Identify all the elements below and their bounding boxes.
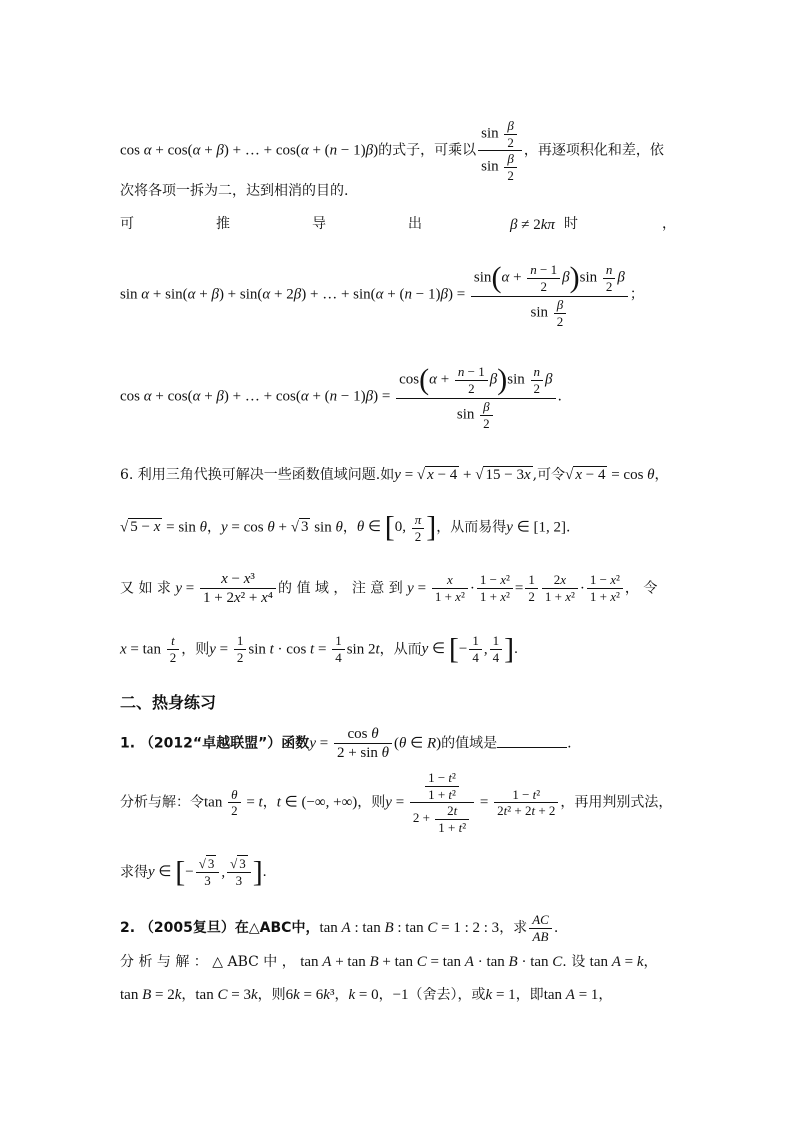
text-line: √ 5 − x = sin θ，y = cos θ + √ 3 sin θ，θ ∈ [0, $\frac{\pi}{2}$ ]，从而易得y ∈ [1, 2]. (120, 511, 571, 544)
section-heading: 二、热身练习 (120, 693, 217, 712)
fraction: sin $\frac{\beta}{2}$ sin $\frac{\beta}{2}$ (478, 118, 522, 183)
text-line: 次将各项一拆为二，达到相消的目的. (120, 183, 349, 199)
formula-line: sin α + sin(α + β) + sin(α + 2β) + … + sin(α + (n − 1)β) = sin(α + $\frac{n - 1}{2}$ β)sin $\frac{n}{2}$ β sin $\frac{\beta}{2}$ ； (120, 261, 644, 329)
text-line: cos α + cos(α + β) + … + cos(α + (n − 1)β)的式子，可乘以 sin $\frac{\beta}{2}$ sin $\frac{\beta}{2}$ ，再逐项积化和差，依 (120, 118, 664, 183)
text-line: 求得y ∈ [− $\frac{√ 3}{3}$ , $\frac{√ 3}{3}$ ]. (120, 856, 267, 889)
text-line: 6. 利用三角代换可解决一些函数值域问题.如y = √ x − 4 + √ 15 − 3x ,可令√ x − 4 = cos θ， (120, 467, 669, 483)
text-line: x = tan $\frac{t}{2}$ ，则y = $\frac{1}{2}$ sin t · cos t = $\frac{1}{4}$ sin 2t，从而y ∈ [− $\frac{1}{4}$ , $\frac{1}{4}$ ]. (120, 633, 518, 666)
formula-line: cos α + cos(α + β) + … + cos(α + (n − 1)β) = cos(α + $\frac{n - 1}{2}$ β)sin $\frac{n}{2}$ β sin $\frac{\beta}{2}$ . (120, 363, 562, 431)
text-line: tan B = 2k，tan C = 3k，则6k = 6k³，k = 0，−1（舍去），或k = 1，即tan A = 1， (120, 987, 613, 1003)
text-line: 分 析 与 解 ： △ ABC 中 ， tan A + tan B + tan C = tan A · tan B · tan C. 设 tan A = k， (120, 954, 658, 970)
exercise-2: 2. （2005复旦）在△ABC中，tan A : tan B : tan C = 1 : 2 : 3，求 $\frac{AC}{AB}$ . (120, 912, 559, 944)
text-line: 分析与解：令tan $\frac{\theta}{2}$ = t，t ∈ (−∞, +∞)，则y = $\frac{\text{1 − t²}}{\text{1 + t²}}$ 2 + $\frac{2t}{\text{1 + t²}}$ = $\frac{\text{1 − t²}}{\text{2t² + 2t + 2}}$ ，再用判别式法， (120, 770, 673, 835)
text-line: 又 如 求 y = $\frac{\text{x − x³}}{\text{1 + 2x² + x⁴}}$ 的 值 域 ， 注 意 到 y = $\frac{x}{\text{1 + x²}}$ · $\frac{\text{1 − x²}}{\text{1 + x²}}$ = $\frac{1}{2}$ $\frac{2x}{\text{1 + x²}}$ · $\frac{\text{1 − x²}}{\text{1 + x²}}$ ， 令 (120, 571, 658, 606)
answer-blank (497, 735, 567, 748)
exercise-1: 1. （2012“卓越联盟”）函数y = $\frac{\text{cos θ}}{\text{2 + sin θ}}$ (θ ∈ R)的值域是 . (120, 726, 572, 761)
